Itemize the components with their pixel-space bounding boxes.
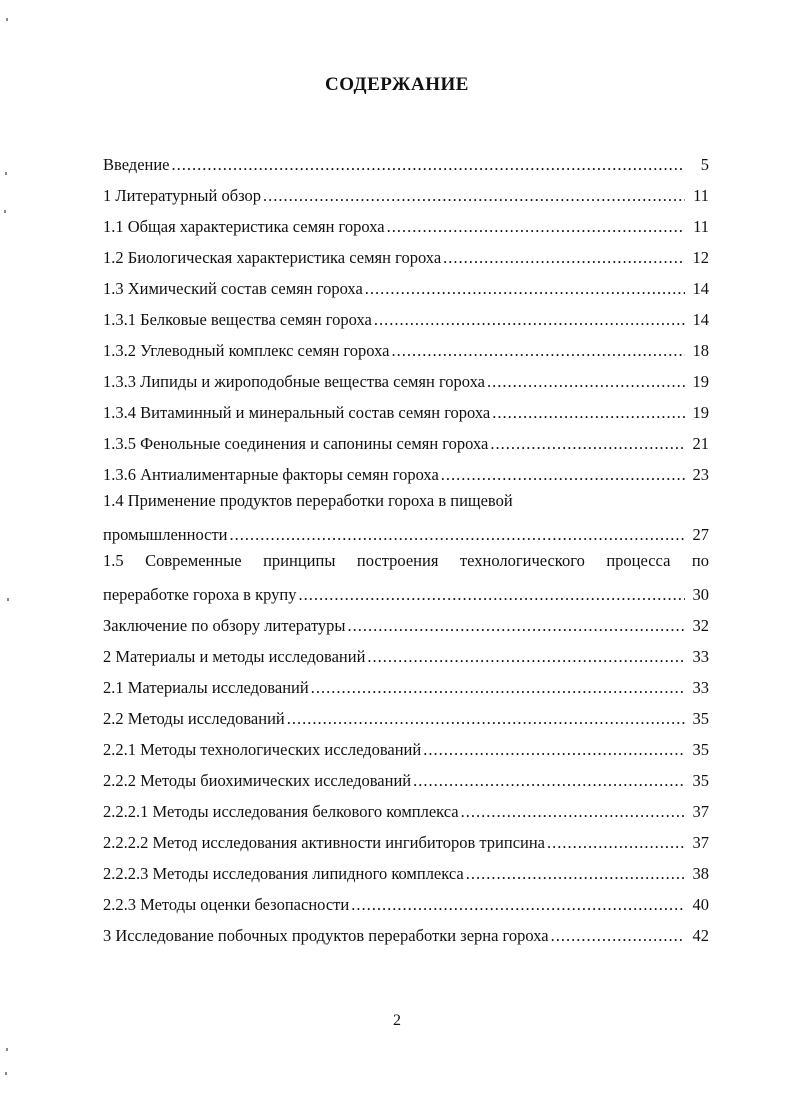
toc-entry-title: 2.2.1 Методы технологических исследований <box>103 740 422 759</box>
toc-entry-title: 1.3 Химический состав семян гороха <box>103 279 363 298</box>
toc-entry-page: 11 <box>693 217 709 236</box>
toc-entry <box>103 735 709 766</box>
toc-entry <box>103 460 709 491</box>
toc-entry-title: 1.3.6 Антиалиментарные факторы семян гороха <box>103 465 439 484</box>
table-of-contents <box>103 150 709 952</box>
toc-entry-page: 19 <box>692 403 709 422</box>
toc-entry-title: 2.1 Материалы исследований <box>103 678 309 697</box>
toc-entry <box>103 243 709 274</box>
toc-entry-title: 1.2 Биологическая характеристика семян гороха <box>103 248 442 267</box>
toc-entry <box>103 551 709 611</box>
toc-entry-page: 35 <box>692 771 709 790</box>
toc-entry <box>103 611 709 642</box>
toc-entry <box>103 429 709 460</box>
toc-entry-page: 35 <box>692 709 709 728</box>
toc-entry-title: 2.2.2.1 Методы исследования белкового комплекса <box>103 802 459 821</box>
toc-entry-page: 21 <box>692 434 709 453</box>
toc-entry-page: 37 <box>692 833 709 852</box>
toc-entry-title: Заключение по обзору литературы <box>103 616 346 635</box>
toc-entry <box>103 181 709 212</box>
toc-entry <box>103 398 709 429</box>
toc-entry-title: 1.1 Общая характеристика семян гороха <box>103 217 385 236</box>
toc-entry-title: 1.4 Применение продуктов переработки гороха в пищевой <box>103 491 513 510</box>
toc-entry-title: Введение <box>103 155 170 174</box>
scan-speck <box>6 1048 8 1051</box>
toc-entry-title: 2.2.3 Методы оценки безопасности <box>103 895 350 914</box>
toc-entry <box>103 305 709 336</box>
toc-entry-page: 33 <box>692 678 709 697</box>
toc-entry-page: 38 <box>692 864 709 883</box>
toc-entry-page: 35 <box>692 740 709 759</box>
toc-entry <box>103 642 709 673</box>
toc-entry-page: 40 <box>692 895 709 914</box>
toc-entry-title: 3 Исследование побочных продуктов переработки зерна гороха <box>103 926 549 945</box>
toc-entry-page: 14 <box>692 310 709 329</box>
toc-entry-page: 32 <box>692 616 709 635</box>
toc-entry-title: 1.3.3 Липиды и жироподобные вещества семян гороха <box>103 372 486 391</box>
toc-entry <box>103 367 709 398</box>
toc-entry-page: 33 <box>692 647 709 666</box>
toc-entry <box>103 336 709 367</box>
toc-entry <box>103 150 709 181</box>
toc-entry <box>103 491 709 551</box>
toc-entry-page: 12 <box>692 248 709 267</box>
toc-entry-title: 1.5 Современные принципы построения технологического процесса по <box>103 551 709 570</box>
toc-entry-page: 14 <box>692 279 709 298</box>
toc-entry-title: 1.3.4 Витаминный и минеральный состав семян гороха <box>103 403 491 422</box>
toc-entry-title: 1.3.5 Фенольные соединения и сапонины семян гороха <box>103 434 489 453</box>
toc-entry <box>103 673 709 704</box>
toc-entry-page: 27 <box>692 525 709 544</box>
scan-speck <box>5 172 7 175</box>
toc-entry <box>103 704 709 735</box>
toc-entry-title: 2.2.2.2 Метод исследования активности ингибиторов трипсина <box>103 833 546 852</box>
toc-entry <box>103 212 709 243</box>
toc-entry <box>103 274 709 305</box>
toc-entry-title: 1.3.1 Белковые вещества семян гороха <box>103 310 372 329</box>
page-title: СОДЕРЖАНИЕ <box>325 74 469 95</box>
scan-speck <box>6 18 8 21</box>
toc-entry <box>103 859 709 890</box>
toc-entry-title-continued: переработке гороха в крупу <box>103 585 297 604</box>
toc-entry <box>103 828 709 859</box>
toc-entry-page: 19 <box>692 372 709 391</box>
toc-entry-title: 1 Литературный обзор <box>103 186 262 205</box>
toc-entry-title: 1.3.2 Углеводный комплекс семян гороха <box>103 341 390 360</box>
toc-entry-page: 23 <box>692 465 709 484</box>
toc-entry-title: 2.2.2 Методы биохимических исследований <box>103 771 412 790</box>
toc-entry-title: 2.2 Методы исследований <box>103 709 285 728</box>
scan-speck <box>5 1072 7 1075</box>
toc-entry <box>103 890 709 921</box>
toc-entry <box>103 797 709 828</box>
scan-speck <box>7 598 9 601</box>
toc-entry-page: 42 <box>692 926 709 945</box>
toc-entry-page: 37 <box>692 802 709 821</box>
toc-entry-title-continued: промышленности <box>103 525 228 544</box>
toc-entry <box>103 766 709 797</box>
scan-speck <box>4 210 6 213</box>
toc-entry-page: 18 <box>692 341 709 360</box>
toc-entry-page: 11 <box>693 186 709 205</box>
toc-entry-page: 5 <box>700 155 709 174</box>
page-number: 2 <box>393 1012 401 1029</box>
toc-entry <box>103 921 709 952</box>
toc-entry-page: 30 <box>692 585 709 604</box>
toc-entry-title: 2 Материалы и методы исследований <box>103 647 366 666</box>
toc-entry-title: 2.2.2.3 Методы исследования липидного комплекса <box>103 864 464 883</box>
